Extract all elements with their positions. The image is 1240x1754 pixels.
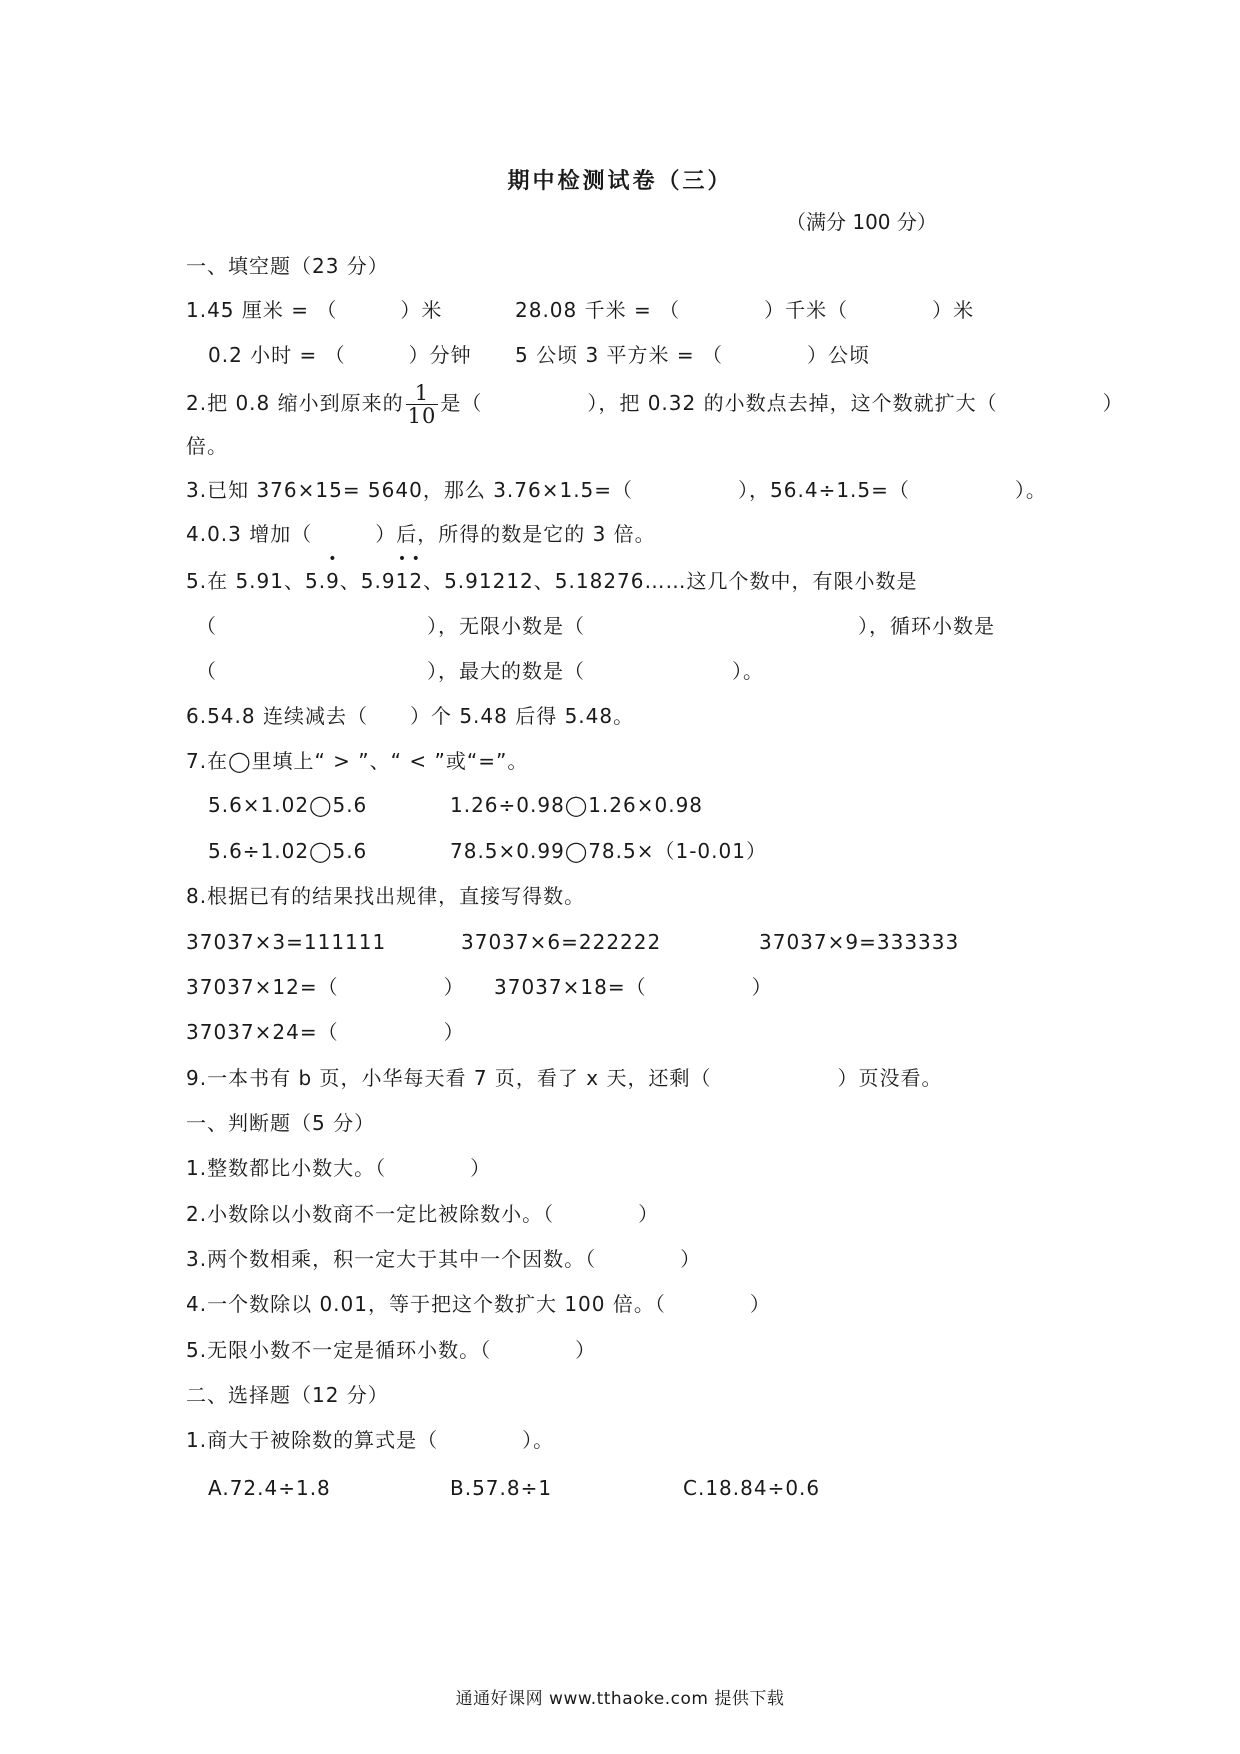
choice-q1-stem: 1.商大于被除数的算式是（ ）。 [186, 1428, 555, 1452]
judge-item-4: 4.一个数除以 0.01，等于把这个数扩大 100 倍。（ ） [186, 1292, 771, 1316]
q8-e2: 37037×6=222222 [461, 930, 662, 954]
fraction-one-tenth [406, 382, 439, 427]
footer-credit: 通通好课网 www.tthaoke.com 提供下载 [455, 1689, 785, 1709]
q8-stem: 8.根据已有的结果找出规律，直接写得数。 [186, 884, 586, 908]
q2-tail: 倍。 [186, 434, 228, 458]
q5-line2: （ ），无限小数是（ ），循环小数是 [196, 614, 995, 638]
repeating-digit-1: • 1 [396, 567, 410, 595]
q5-suffix: 、5.91212、5.18276……这几个数中，有限小数是 [423, 569, 918, 593]
q5-line3: （ ），最大的数是（ ）。 [196, 659, 764, 683]
judge-item-2: 2.小数除以小数商不一定比被除数小。（ ） [186, 1202, 660, 1226]
q8-e4: 37037×12=（ ） [186, 975, 465, 999]
q6: 6.54.8 连续减去（ ）个 5.48 后得 5.48。 [186, 704, 635, 728]
q5-line1 [186, 567, 918, 595]
q7-stem: 7.在◯里填上“ > ”、“ < ”或“=”。 [186, 749, 529, 773]
choice-option-c: C.18.84÷0.6 [683, 1476, 821, 1500]
q5-mid: 、5.9 [339, 569, 396, 593]
judge-item-1: 1.整数都比小数大。（ ） [186, 1156, 492, 1180]
fraction-denominator: 10 [407, 404, 437, 428]
section-judge-heading: 一、判断题（5 分） [186, 1111, 376, 1135]
q8-e5: 37037×18=（ ） [494, 975, 773, 999]
q2-pre: 2.把 0.8 缩小到原来的 [186, 391, 404, 415]
q5-prefix: 5.在 5.91、5. [186, 569, 327, 593]
q8-e3: 37037×9=333333 [759, 930, 960, 954]
q2-post: 是（ ），把 0.32 的小数点去掉，这个数就扩大（ ） [440, 391, 1124, 415]
choice-option-a: A.72.4÷1.8 [208, 1476, 331, 1500]
q8-e1: 37037×3=111111 [186, 930, 387, 954]
q1-b: 28.08 千米 = （ ）千米（ ）米 [515, 298, 975, 322]
repeating-digit-9: • 9 [326, 567, 340, 595]
repeating-digit-2: • 2 [409, 567, 423, 595]
judge-item-5: 5.无限小数不一定是循环小数。（ ） [186, 1338, 597, 1362]
judge-item-3: 3.两个数相乘，积一定大于其中一个因数。（ ） [186, 1247, 702, 1271]
q1-d: 5 公顷 3 平方米 = （ ）公顷 [515, 343, 870, 367]
q4: 4.0.3 增加（ ）后，所得的数是它的 3 倍。 [186, 522, 656, 546]
q7-a: 5.6×1.02◯5.6 [208, 793, 368, 817]
full-score: （满分 100 分） [786, 210, 937, 234]
q8-e6: 37037×24=（ ） [186, 1020, 465, 1044]
q9: 9.一本书有 b 页，小华每天看 7 页，看了 x 天，还剩（ ）页没看。 [186, 1066, 943, 1090]
q2-line [186, 382, 1124, 427]
section-fill-heading: 一、填空题（23 分） [186, 254, 389, 278]
page-title: 期中检测试卷（三） [507, 168, 733, 194]
q1-a: 1.45 厘米 = （ ）米 [186, 298, 443, 322]
q7-c: 5.6÷1.02◯5.6 [208, 839, 368, 863]
q7-b: 1.26÷0.98◯1.26×0.98 [450, 793, 704, 817]
q7-d: 78.5×0.99◯78.5×（1-0.01） [450, 839, 767, 863]
q3: 3.已知 376×15= 5640，那么 3.76×1.5=（ ），56.4÷1.5=（ ）。 [186, 478, 1047, 502]
choice-option-b: B.57.8÷1 [450, 1476, 553, 1500]
fraction-numerator: 1 [406, 382, 439, 405]
section-choice-heading: 二、选择题（12 分） [186, 1383, 389, 1407]
q1-c: 0.2 小时 = （ ）分钟 [208, 343, 472, 367]
